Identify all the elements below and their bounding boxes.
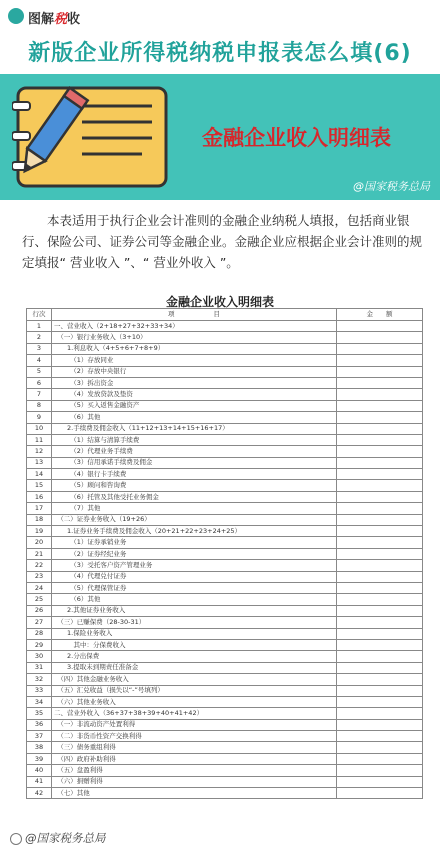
- row-line-no: 31: [27, 662, 52, 673]
- row-line-no: 11: [27, 434, 52, 445]
- row-item: （1）证券承销业务: [52, 537, 337, 548]
- row-item: （3）信用承诺手续费及佣金: [52, 457, 337, 468]
- row-amount: [337, 685, 423, 696]
- row-item: （七）其他: [52, 788, 337, 799]
- row-line-no: 5: [27, 366, 52, 377]
- row-line-no: 34: [27, 696, 52, 707]
- row-item: （3）拆出资金: [52, 377, 337, 388]
- row-line-no: 35: [27, 708, 52, 719]
- table-row: [27, 765, 423, 776]
- row-line-no: 37: [27, 731, 52, 742]
- row-amount: [337, 548, 423, 559]
- table-row: [27, 594, 423, 605]
- row-item: 2.分出保费: [52, 651, 337, 662]
- table-row: [27, 776, 423, 787]
- table-row: [27, 651, 423, 662]
- row-amount: [337, 366, 423, 377]
- row-amount: [337, 434, 423, 445]
- row-amount: [337, 731, 423, 742]
- row-amount: [337, 503, 423, 514]
- row-item: 1.证券业务手续费及佣金收入（20+21+22+23+24+25）: [52, 526, 337, 537]
- row-item: （六）捐赠利得: [52, 776, 337, 787]
- row-item: （7）其他: [52, 503, 337, 514]
- table-row: [27, 537, 423, 548]
- table-row: [27, 719, 423, 730]
- row-item: （五）盘盈利得: [52, 765, 337, 776]
- row-line-no: 33: [27, 685, 52, 696]
- row-amount: [337, 321, 423, 332]
- table-row: [27, 526, 423, 537]
- table-row: [27, 674, 423, 685]
- row-line-no: 38: [27, 742, 52, 753]
- row-line-no: 42: [27, 788, 52, 799]
- row-item: （一）非流动资产处置利得: [52, 719, 337, 730]
- row-amount: [337, 617, 423, 628]
- row-amount: [337, 469, 423, 480]
- row-item: 其中：分保费收入: [52, 639, 337, 650]
- row-item: （3）受托客户资产管理业务: [52, 560, 337, 571]
- row-item: 2.手续费及佣金收入（11+12+13+14+15+16+17）: [52, 423, 337, 434]
- row-amount: [337, 332, 423, 343]
- table-row: [27, 662, 423, 673]
- row-amount: [337, 343, 423, 354]
- row-amount: [337, 639, 423, 650]
- row-line-no: 8: [27, 400, 52, 411]
- row-line-no: 12: [27, 446, 52, 457]
- row-amount: [337, 446, 423, 457]
- table-row: [27, 788, 423, 799]
- row-line-no: 15: [27, 480, 52, 491]
- banner-title: 金融企业收入明细表: [202, 126, 391, 150]
- logo: 图解税收: [28, 12, 81, 27]
- row-line-no: 22: [27, 560, 52, 571]
- row-line-no: 36: [27, 719, 52, 730]
- row-line-no: 17: [27, 503, 52, 514]
- header-amount: 金 额: [337, 309, 423, 321]
- row-amount: [337, 400, 423, 411]
- table-row: [27, 685, 423, 696]
- top-bar: [0, 0, 440, 32]
- logo-icon: [8, 8, 24, 24]
- row-amount: [337, 788, 423, 799]
- row-line-no: 32: [27, 674, 52, 685]
- row-line-no: 4: [27, 355, 52, 366]
- row-item: （5）代理保管证券: [52, 582, 337, 593]
- row-item: （二）证券业务收入（19+26）: [52, 514, 337, 525]
- row-amount: [337, 628, 423, 639]
- row-amount: [337, 389, 423, 400]
- footer-source: @国家税务总局: [10, 830, 106, 846]
- row-item: （2）证券经纪业务: [52, 548, 337, 559]
- table-row: [27, 457, 423, 468]
- row-line-no: 25: [27, 594, 52, 605]
- table-title: 金融企业收入明细表: [165, 295, 274, 309]
- row-line-no: 23: [27, 571, 52, 582]
- row-amount: [337, 491, 423, 502]
- table-row: [27, 571, 423, 582]
- row-line-no: 10: [27, 423, 52, 434]
- table-row: [27, 321, 423, 332]
- row-amount: [337, 674, 423, 685]
- row-amount: [337, 355, 423, 366]
- row-amount: [337, 765, 423, 776]
- row-item: （三）债务重组利得: [52, 742, 337, 753]
- table-header-row: [27, 309, 423, 321]
- row-amount: [337, 582, 423, 593]
- row-item: （1）存放同业: [52, 355, 337, 366]
- row-amount: [337, 719, 423, 730]
- table-row: [27, 423, 423, 434]
- row-item: （2）代理业务手续费: [52, 446, 337, 457]
- row-line-no: 28: [27, 628, 52, 639]
- intro-paragraph: 本表适用于执行企业会计准则的金融企业纳税人填报，包括商业银行、保险公司、证券公司等金融企业。金融企业应根据企业会计准则的规定填报“ 营业收入 ”、“ 营业外收入 ”。: [22, 213, 423, 270]
- row-line-no: 20: [27, 537, 52, 548]
- row-amount: [337, 560, 423, 571]
- banner-source: @国家税务总局: [353, 180, 430, 193]
- row-item: （四）其他金融业务收入: [52, 674, 337, 685]
- row-item: 1.保险业务收入: [52, 628, 337, 639]
- table-row: [27, 639, 423, 650]
- row-item: （四）政府补助利得: [52, 753, 337, 764]
- row-line-no: 9: [27, 412, 52, 423]
- row-amount: [337, 696, 423, 707]
- row-line-no: 6: [27, 377, 52, 388]
- table-row: [27, 696, 423, 707]
- table-row: [27, 480, 423, 491]
- income-detail-table: [26, 308, 423, 799]
- row-item: （六）其他业务收入: [52, 696, 337, 707]
- row-line-no: 40: [27, 765, 52, 776]
- row-amount: [337, 753, 423, 764]
- table-row: [27, 514, 423, 525]
- table-row: [27, 503, 423, 514]
- row-line-no: 14: [27, 469, 52, 480]
- row-line-no: 16: [27, 491, 52, 502]
- table-row: [27, 366, 423, 377]
- row-line-no: 2: [27, 332, 52, 343]
- row-line-no: 26: [27, 605, 52, 616]
- table-row: [27, 377, 423, 388]
- row-amount: [337, 412, 423, 423]
- row-amount: [337, 651, 423, 662]
- row-amount: [337, 776, 423, 787]
- row-item: （1）结算与清算手续费: [52, 434, 337, 445]
- row-item: 3.提取未到期责任准备金: [52, 662, 337, 673]
- row-line-no: 39: [27, 753, 52, 764]
- row-item: （三）已赚保费（28-30-31）: [52, 617, 337, 628]
- row-item: （6）其他: [52, 594, 337, 605]
- table-row: [27, 548, 423, 559]
- row-line-no: 13: [27, 457, 52, 468]
- row-item: （5）顾问和咨询费: [52, 480, 337, 491]
- row-item: （4）银行卡手续费: [52, 469, 337, 480]
- row-line-no: 30: [27, 651, 52, 662]
- table-row: [27, 400, 423, 411]
- header-line-no: 行次: [27, 309, 52, 321]
- row-item: （5）买入返售金融资产: [52, 400, 337, 411]
- table-row: [27, 753, 423, 764]
- row-line-no: 7: [27, 389, 52, 400]
- table-row: [27, 582, 423, 593]
- row-item: （4）发放贷款及垫资: [52, 389, 337, 400]
- row-item: （一）银行业务收入（3+10）: [52, 332, 337, 343]
- table-row: [27, 628, 423, 639]
- notebook-pencil-icon: [12, 84, 172, 190]
- row-amount: [337, 537, 423, 548]
- row-item: 一、营业收入（2+18+27+32+33+34）: [52, 321, 337, 332]
- row-item: （6）托管及其他受托业务佣金: [52, 491, 337, 502]
- row-item: （二）非货币性资产交换利得: [52, 731, 337, 742]
- row-item: （6）其他: [52, 412, 337, 423]
- row-line-no: 1: [27, 321, 52, 332]
- row-amount: [337, 662, 423, 673]
- table-row: [27, 412, 423, 423]
- row-amount: [337, 605, 423, 616]
- row-item: 二、营业外收入（36+37+38+39+40+41+42）: [52, 708, 337, 719]
- weibo-icon: [10, 833, 22, 845]
- table-row: [27, 446, 423, 457]
- header-item: 项 目: [52, 309, 337, 321]
- table-row: [27, 605, 423, 616]
- table-row: [27, 708, 423, 719]
- row-amount: [337, 480, 423, 491]
- table-row: [27, 343, 423, 354]
- row-line-no: 18: [27, 514, 52, 525]
- table-row: [27, 469, 423, 480]
- page-title: 新版企业所得税纳税申报表怎么填(6): [28, 41, 412, 66]
- row-amount: [337, 526, 423, 537]
- table-row: [27, 491, 423, 502]
- banner: [0, 74, 440, 200]
- row-item: 1.利息收入（4+5+6+7+8+9）: [52, 343, 337, 354]
- row-item: 2.其他证券业务收入: [52, 605, 337, 616]
- row-item: （4）代理兑付证券: [52, 571, 337, 582]
- row-item: （五）汇兑收益（损失以“-”号填列）: [52, 685, 337, 696]
- row-line-no: 3: [27, 343, 52, 354]
- row-line-no: 21: [27, 548, 52, 559]
- table-row: [27, 434, 423, 445]
- row-amount: [337, 571, 423, 582]
- table-row: [27, 731, 423, 742]
- row-line-no: 41: [27, 776, 52, 787]
- row-amount: [337, 514, 423, 525]
- table-row: [27, 617, 423, 628]
- row-item: （2）存放中央银行: [52, 366, 337, 377]
- row-amount: [337, 708, 423, 719]
- row-amount: [337, 377, 423, 388]
- row-amount: [337, 742, 423, 753]
- row-amount: [337, 457, 423, 468]
- row-line-no: 24: [27, 582, 52, 593]
- row-amount: [337, 423, 423, 434]
- table-row: [27, 560, 423, 571]
- table-row: [27, 355, 423, 366]
- table-row: [27, 389, 423, 400]
- row-amount: [337, 594, 423, 605]
- row-line-no: 27: [27, 617, 52, 628]
- table-row: [27, 332, 423, 343]
- table-row: [27, 742, 423, 753]
- row-line-no: 29: [27, 639, 52, 650]
- row-line-no: 19: [27, 526, 52, 537]
